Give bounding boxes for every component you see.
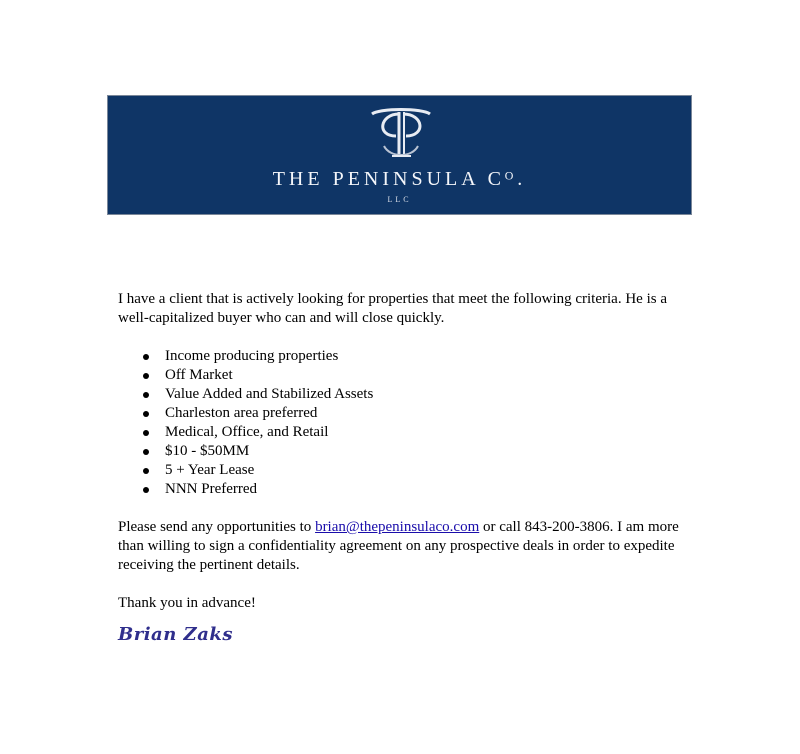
list-item — [118, 480, 698, 499]
bullet-icon — [143, 487, 149, 493]
criteria-text: Value Added and Stabilized Assets — [165, 386, 374, 402]
email-link[interactable]: brian@thepeninsulaco.com — [315, 519, 480, 535]
peninsula-logo-icon — [366, 106, 436, 160]
criteria-text: $10 - $50MM — [165, 443, 250, 459]
list-item — [118, 442, 698, 461]
list-item — [118, 347, 698, 366]
criteria-text: 5 + Year Lease — [165, 462, 255, 478]
letter-body — [118, 290, 698, 613]
list-item — [118, 366, 698, 385]
bullet-icon — [143, 468, 149, 474]
criteria-list — [118, 347, 698, 499]
criteria-text: Medical, Office, and Retail — [165, 424, 329, 440]
bullet-icon — [143, 354, 149, 360]
request-text-after: or call 843-200-3806. I am more than willing to sign a confidentiality agreement on any prospective deals in order to expedite receiving the pertinent details. — [118, 519, 679, 573]
signature: Brian Zaks — [118, 624, 233, 645]
list-item — [118, 461, 698, 480]
bullet-icon — [143, 411, 149, 417]
bullet-icon — [143, 392, 149, 398]
criteria-text: Off Market — [165, 367, 233, 383]
bullet-icon — [143, 449, 149, 455]
intro-paragraph: I have a client that is actively looking for properties that meet the following criteria. He is a well-capitalized buyer who can and will close quickly. — [118, 291, 667, 326]
request-paragraph — [118, 518, 698, 575]
company-suffix: LLC — [387, 195, 412, 204]
list-item — [118, 385, 698, 404]
company-name: THE PENINSULA Cᴼ. — [272, 168, 527, 190]
header-banner — [107, 95, 692, 215]
bullet-icon — [143, 373, 149, 379]
criteria-text: Charleston area preferred — [165, 405, 318, 421]
criteria-text: NNN Preferred — [165, 481, 258, 497]
list-item — [118, 423, 698, 442]
request-text-before: Please send any opportunities to — [118, 519, 316, 535]
closing-line: Thank you in advance! — [118, 595, 256, 611]
list-item — [118, 404, 698, 423]
bullet-icon — [143, 430, 149, 436]
criteria-text: Income producing properties — [165, 348, 339, 364]
